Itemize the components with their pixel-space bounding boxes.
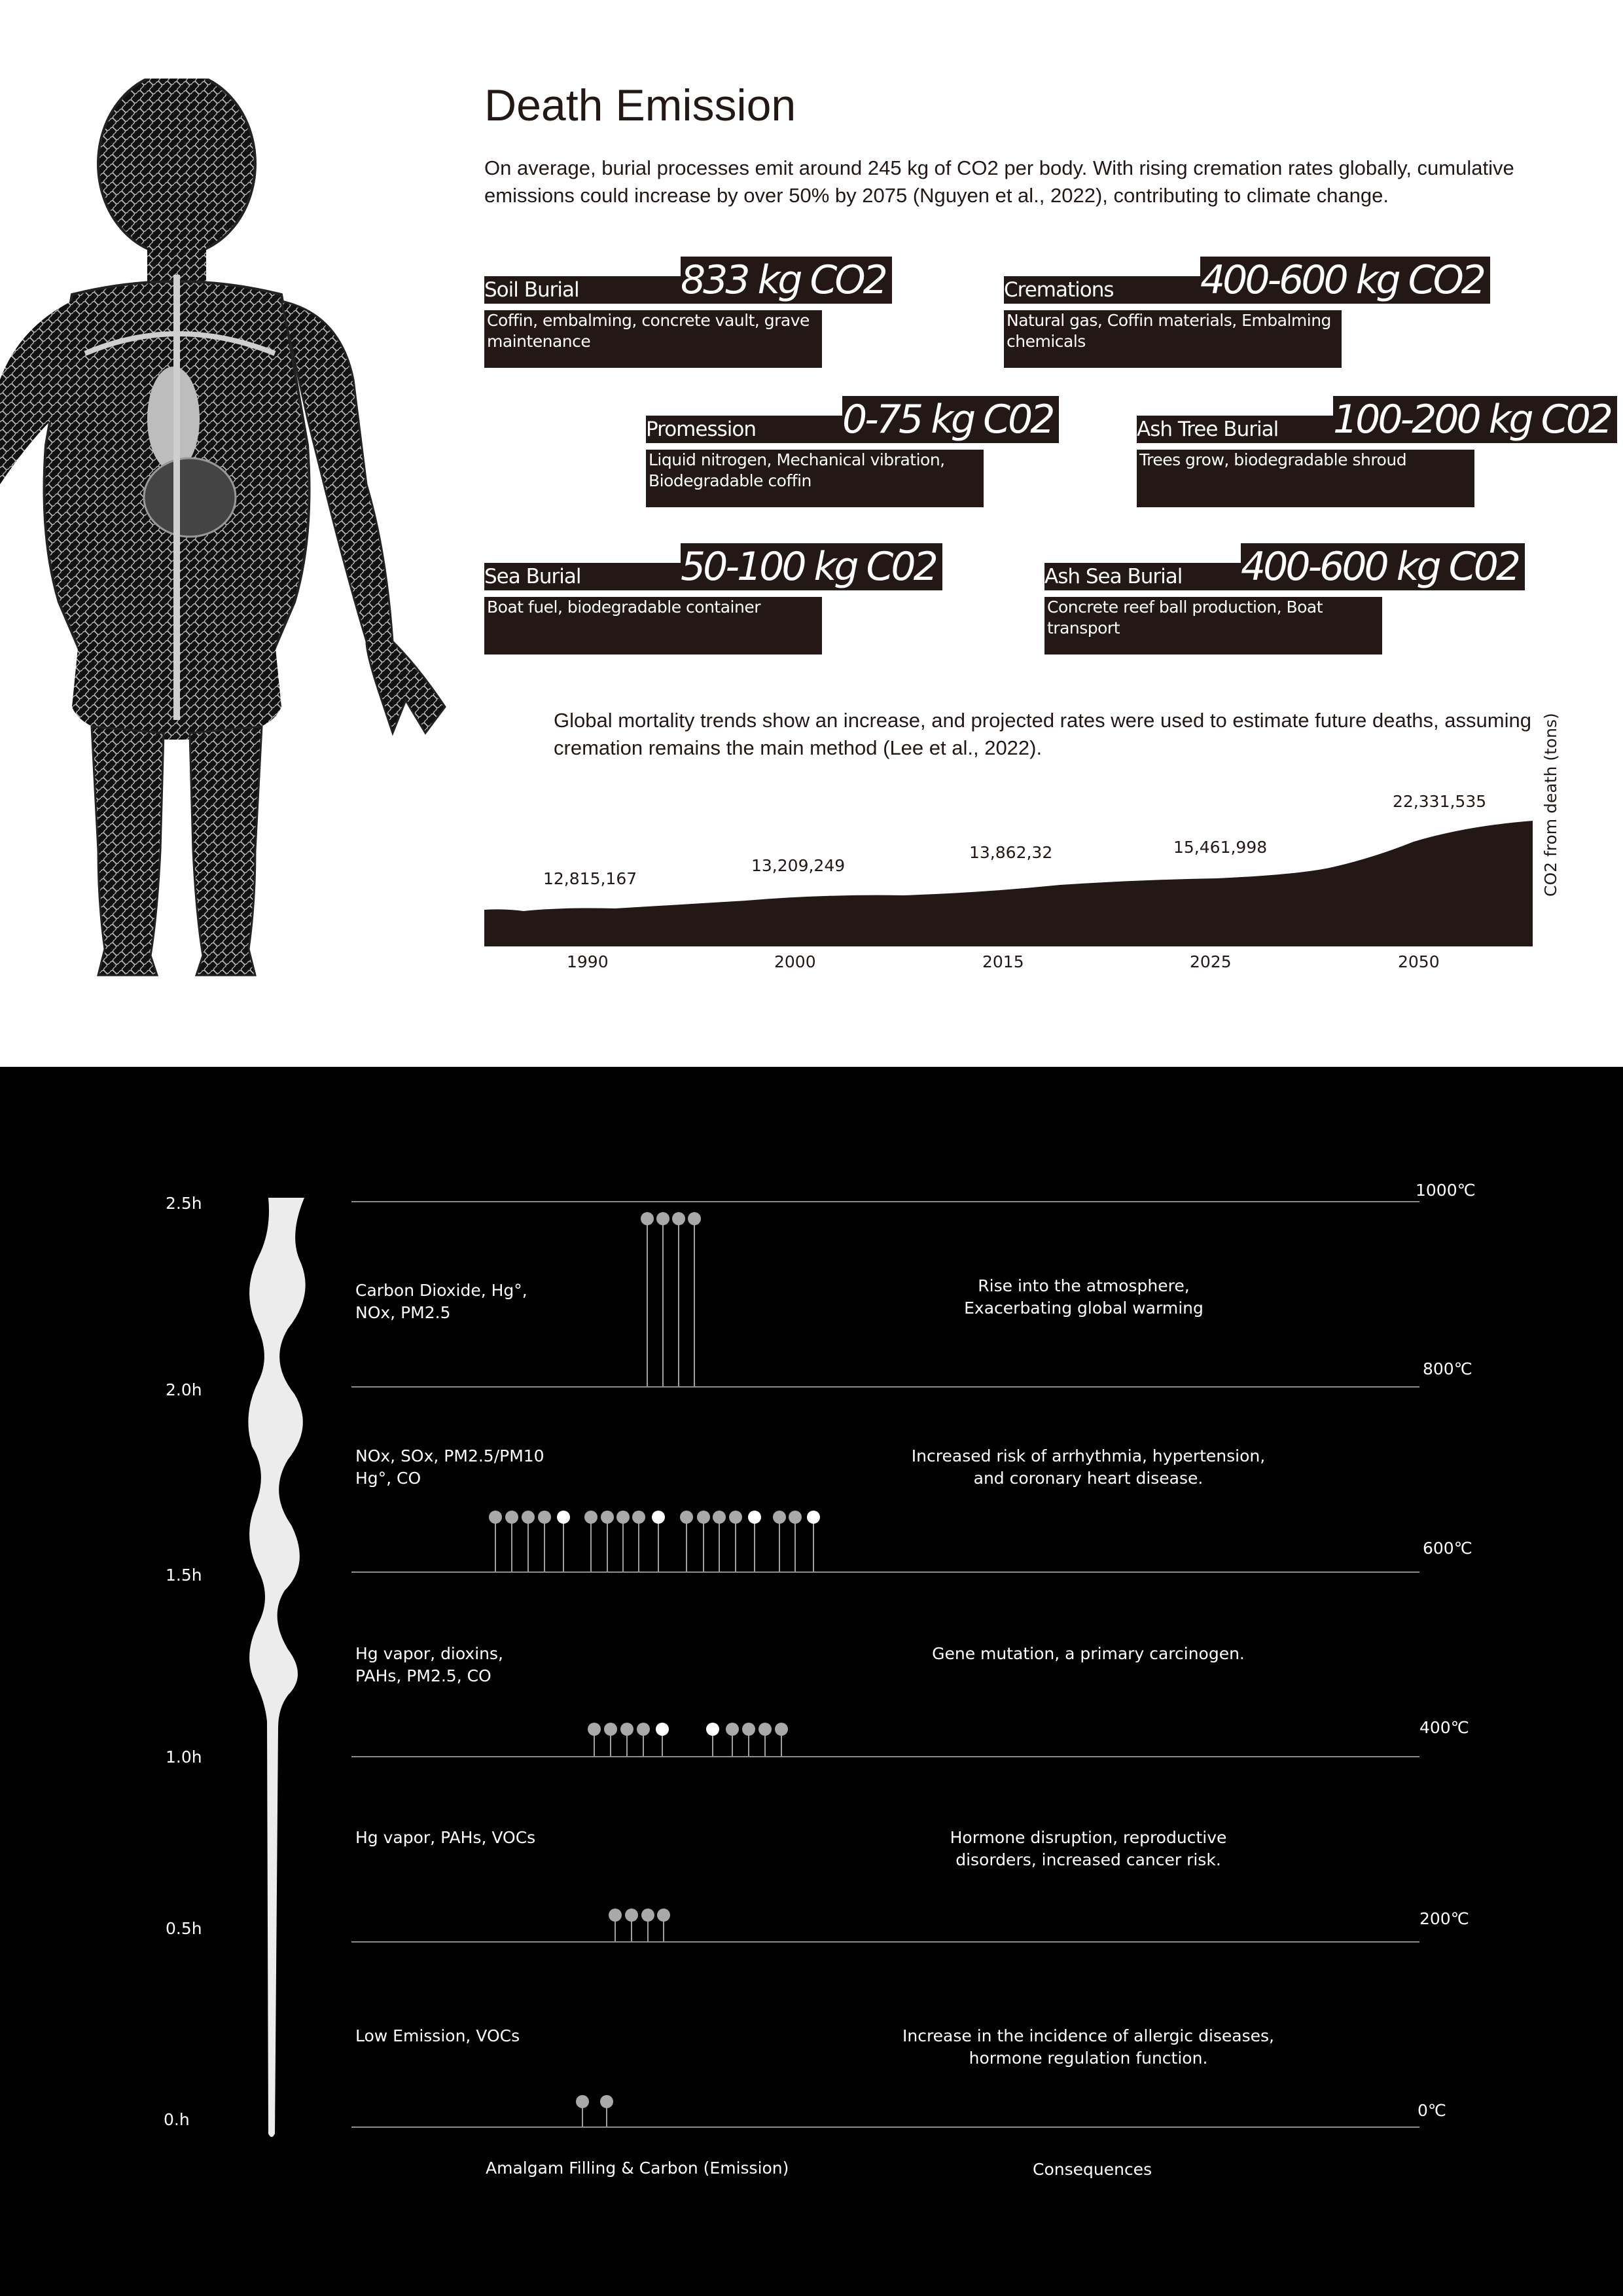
method-name: Promession <box>646 416 842 443</box>
top-section <box>0 0 1623 1067</box>
method-card-cremations <box>1004 257 1514 374</box>
method-desc: Trees grow, biodegradable shroud <box>1137 450 1474 507</box>
pin-head <box>641 1212 654 1225</box>
temp-rule <box>351 1201 1419 1202</box>
intro-paragraph: On average, burial processes emit around 245 kg of CO2 per body. With rising cremation rates globally, cumulative emissions could increase by over 50% by 2075 (Nguyen et al., 2022), contributing to climate change. <box>484 156 1514 207</box>
pin-head <box>588 1723 601 1736</box>
pin-head <box>748 1511 761 1524</box>
pin-stem <box>544 1517 545 1571</box>
smoke-column-icon <box>242 1198 314 2140</box>
pin-stem <box>694 1219 695 1386</box>
method-name: Ash Sea Burial <box>1044 563 1241 590</box>
amount-label: 13,862,32 <box>969 843 1053 862</box>
pin-head <box>672 1212 685 1225</box>
emission-text: Hg vapor, PAHs, VOCs <box>355 1828 536 1847</box>
pin-head <box>538 1511 551 1524</box>
pin-head <box>713 1511 726 1524</box>
pin-head <box>616 1511 630 1524</box>
method-name: Soil Burial <box>484 276 681 304</box>
pin-head <box>522 1511 535 1524</box>
consequence-text: Gene mutation, a primary carcinogen. <box>932 1644 1245 1663</box>
pin-stem <box>678 1219 679 1386</box>
temp-rule <box>351 2126 1419 2128</box>
pin-head <box>657 1909 670 1922</box>
method-value: 400-600 kg CO2 <box>1200 257 1490 304</box>
time-label: 1.0h <box>166 1748 202 1767</box>
temp-rule <box>351 1386 1419 1388</box>
consequence-text: Hormone disruption, reproductive disorders, increased cancer risk. <box>950 1828 1227 1869</box>
pin-head <box>758 1723 772 1736</box>
time-label: 2.0h <box>166 1380 202 1399</box>
amount-label: 15,461,998 <box>1173 838 1268 857</box>
pin-stem <box>754 1517 755 1571</box>
time-label: 1.5h <box>166 1566 202 1585</box>
year-label: 2025 <box>1190 952 1232 971</box>
method-card-sea-burial <box>484 543 995 661</box>
pin-head <box>773 1511 786 1524</box>
method-value: 833 kg CO2 <box>681 257 892 304</box>
pin-head <box>637 1723 650 1736</box>
temp-rule <box>351 1571 1419 1573</box>
time-label: 0.5h <box>166 1919 202 1938</box>
pin-stem <box>647 1219 648 1386</box>
temp-rule <box>351 1756 1419 1757</box>
pin-head <box>600 2095 613 2108</box>
temp-label: 400℃ <box>1419 1718 1469 1737</box>
pin-head <box>680 1511 693 1524</box>
pin-stem <box>607 1517 608 1571</box>
mortality-note: Global mortality trends show an increase, and projected rates were used to estimate future deaths, assuming cremation remains the main method (Lee et al., 2022). <box>554 709 1531 759</box>
pin-stem <box>527 1517 529 1571</box>
method-value: 100-200 kg C02 <box>1333 396 1617 443</box>
year-label: 1990 <box>567 952 609 971</box>
consequence-text: Increased risk of arrhythmia, hypertension, and coronary heart disease. <box>911 1446 1266 1488</box>
method-card-ash-tree-burial <box>1137 396 1623 514</box>
pin-head <box>729 1511 742 1524</box>
year-label: 2000 <box>774 952 816 971</box>
emission-text: Hg vapor, dioxins, PAHs, PM2.5, CO <box>355 1644 503 1685</box>
pin-head <box>807 1511 820 1524</box>
time-label: 0.h <box>164 2110 190 2129</box>
pin-stem <box>638 1517 639 1571</box>
pin-head <box>601 1511 614 1524</box>
footer-consequence-label: Consequences <box>1033 2160 1152 2179</box>
pin-stem <box>703 1517 704 1571</box>
co2-timeline-area <box>484 812 1533 946</box>
pin-head <box>609 1909 622 1922</box>
pin-stem <box>779 1517 780 1571</box>
pin-head <box>625 1909 638 1922</box>
method-value: 50-100 kg C02 <box>681 543 942 590</box>
amount-label: 13,209,249 <box>751 856 846 875</box>
pin-head <box>726 1723 739 1736</box>
pin-head <box>652 1511 665 1524</box>
pin-stem <box>719 1517 720 1571</box>
method-name: Ash Tree Burial <box>1137 416 1333 443</box>
consequence-text: Rise into the atmosphere, Exacerbating global warming <box>964 1276 1204 1318</box>
pin-stem <box>794 1517 796 1571</box>
pin-head <box>505 1511 518 1524</box>
method-card-promession <box>646 396 1156 514</box>
pin-head <box>620 1723 633 1736</box>
method-card-soil-burial <box>484 257 995 374</box>
pin-head <box>775 1723 788 1736</box>
pin-head <box>789 1511 802 1524</box>
human-circulatory-figure-icon <box>0 79 458 982</box>
pin-stem <box>511 1517 512 1571</box>
y-axis-label: CO2 from death (tons) <box>1541 713 1560 897</box>
pin-stem <box>735 1517 736 1571</box>
time-label: 2.5h <box>166 1194 202 1213</box>
temp-label: 200℃ <box>1419 1909 1469 1928</box>
method-card-ash-sea-burial <box>1044 543 1555 661</box>
page-title: Death Emission <box>484 81 796 130</box>
pin-stem <box>590 1517 592 1571</box>
method-value: 0-75 kg C02 <box>842 396 1059 443</box>
pin-head <box>656 1723 669 1736</box>
method-name: Cremations <box>1004 276 1200 304</box>
pin-stem <box>622 1517 624 1571</box>
pin-head <box>604 1723 617 1736</box>
method-desc: Natural gas, Coffin materials, Embalming chemicals <box>1004 310 1342 368</box>
pin-head <box>656 1212 669 1225</box>
pin-stem <box>563 1517 564 1571</box>
pin-head <box>688 1212 701 1225</box>
year-label: 2015 <box>982 952 1024 971</box>
pin-head <box>706 1723 719 1736</box>
amount-label: 12,815,167 <box>543 869 637 888</box>
pin-head <box>632 1511 645 1524</box>
emission-text: Low Emission, VOCs <box>355 2026 520 2045</box>
temp-label: 800℃ <box>1423 1359 1472 1378</box>
method-desc: Concrete reef ball production, Boat transport <box>1044 597 1382 655</box>
co2-area-shape <box>484 821 1533 946</box>
pin-stem <box>658 1517 659 1571</box>
pin-stem <box>813 1517 814 1571</box>
pin-stem <box>495 1517 496 1571</box>
pin-head <box>697 1511 710 1524</box>
pin-head <box>641 1909 654 1922</box>
pin-stem <box>662 1219 664 1386</box>
year-label: 2050 <box>1398 952 1440 971</box>
footer-emission-label: Amalgam Filling & Carbon (Emission) <box>486 2159 789 2178</box>
method-value: 400-600 kg C02 <box>1241 543 1525 590</box>
emission-chart-section <box>0 1067 1623 2296</box>
consequence-text: Increase in the incidence of allergic diseases, hormone regulation function. <box>902 2026 1274 2068</box>
pin-head <box>489 1511 502 1524</box>
pin-head <box>584 1511 597 1524</box>
method-desc: Coffin, embalming, concrete vault, grave maintenance <box>484 310 822 368</box>
temp-label: 600℃ <box>1423 1539 1472 1558</box>
pin-head <box>742 1723 755 1736</box>
pin-head <box>557 1511 570 1524</box>
emission-text: NOx, SOx, PM2.5/PM10 Hg°, CO <box>355 1446 544 1488</box>
temp-label: 0℃ <box>1418 2101 1446 2120</box>
temp-rule <box>351 1941 1419 1943</box>
amount-label: 22,331,535 <box>1393 792 1487 811</box>
pin-stem <box>686 1517 687 1571</box>
method-desc: Boat fuel, biodegradable container <box>484 597 822 655</box>
method-name: Sea Burial <box>484 563 681 590</box>
pin-head <box>576 2095 589 2108</box>
temp-label: 1000℃ <box>1416 1181 1476 1200</box>
method-desc: Liquid nitrogen, Mechanical vibration, Biodegradable coffin <box>646 450 984 507</box>
emission-text: Carbon Dioxide, Hg°, NOx, PM2.5 <box>355 1281 527 1322</box>
